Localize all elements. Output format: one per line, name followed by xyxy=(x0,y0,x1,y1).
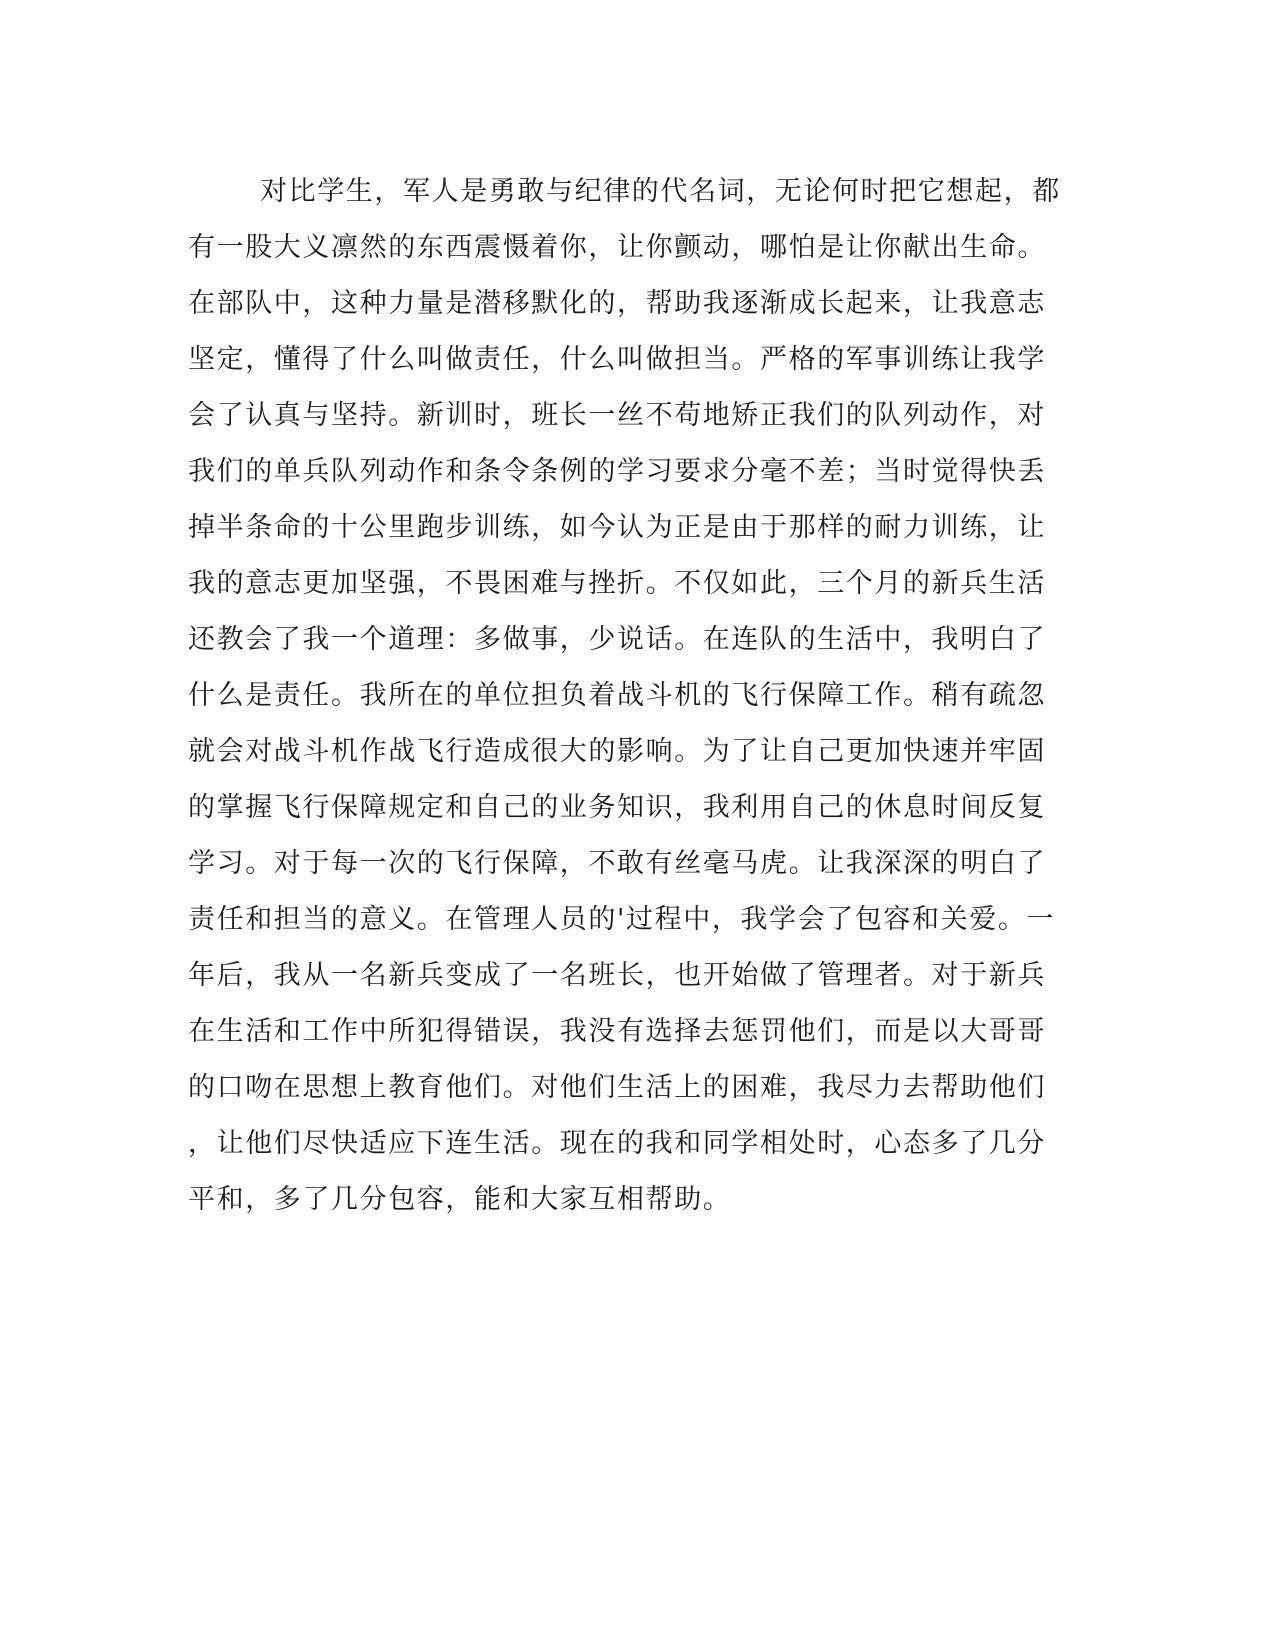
text-line: 还教会了我一个道理：多做事，少说话。在连队的生活中，我明白了 xyxy=(188,624,1046,655)
text-line: 在部队中，这种力量是潜移默化的，帮助我逐渐成长起来，让我意志 xyxy=(188,288,1046,319)
text-line: 什么是责任。我所在的单位担负着战斗机的飞行保障工作。稍有疏忽 xyxy=(188,680,1046,711)
text-line: 在生活和工作中所犯得错误，我没有选择去惩罚他们，而是以大哥哥 xyxy=(188,1016,1046,1047)
text-line: 我的意志更加坚强，不畏困难与挫折。不仅如此，三个月的新兵生活 xyxy=(188,568,1046,599)
text-line: 就会对战斗机作战飞行造成很大的影响。为了让自己更加快速并牢固 xyxy=(188,736,1046,767)
text-line: 有一股大义凛然的东西震慑着你，让你颤动，哪怕是让你献出生命。 xyxy=(188,232,1046,263)
text-line: 的口吻在思想上教育他们。对他们生活上的困难，我尽力去帮助他们 xyxy=(188,1072,1046,1103)
text-line: 平和，多了几分包容，能和大家互相帮助。 xyxy=(188,1184,732,1215)
text-line: 责任和担当的意义。在管理人员的'过程中，我学会了包容和关爱。一 xyxy=(188,904,1056,935)
text-line: 我们的单兵队列动作和条令条例的学习要求分毫不差；当时觉得快丢 xyxy=(188,456,1046,487)
text-line: 年后，我从一名新兵变成了一名班长，也开始做了管理者。对于新兵 xyxy=(188,960,1046,991)
text-line: 对比学生，军人是勇敢与纪律的代名词，无论何时把它想起，都 xyxy=(260,176,1061,207)
text-line: 坚定，懂得了什么叫做责任，什么叫做担当。严格的军事训练让我学 xyxy=(188,344,1046,375)
body-paragraph xyxy=(188,164,1068,1228)
text-line: ，让他们尽快适应下连生活。现在的我和同学相处时，心态多了几分 xyxy=(188,1128,1046,1159)
text-line: 掉半条命的十公里跑步训练，如今认为正是由于那样的耐力训练，让 xyxy=(188,512,1046,543)
text-line: 的掌握飞行保障规定和自己的业务知识，我利用自己的休息时间反复 xyxy=(188,792,1046,823)
text-line: 会了认真与坚持。新训时，班长一丝不苟地矫正我们的队列动作，对 xyxy=(188,400,1046,431)
text-line: 学习。对于每一次的飞行保障，不敢有丝毫马虎。让我深深的明白了 xyxy=(188,848,1046,879)
